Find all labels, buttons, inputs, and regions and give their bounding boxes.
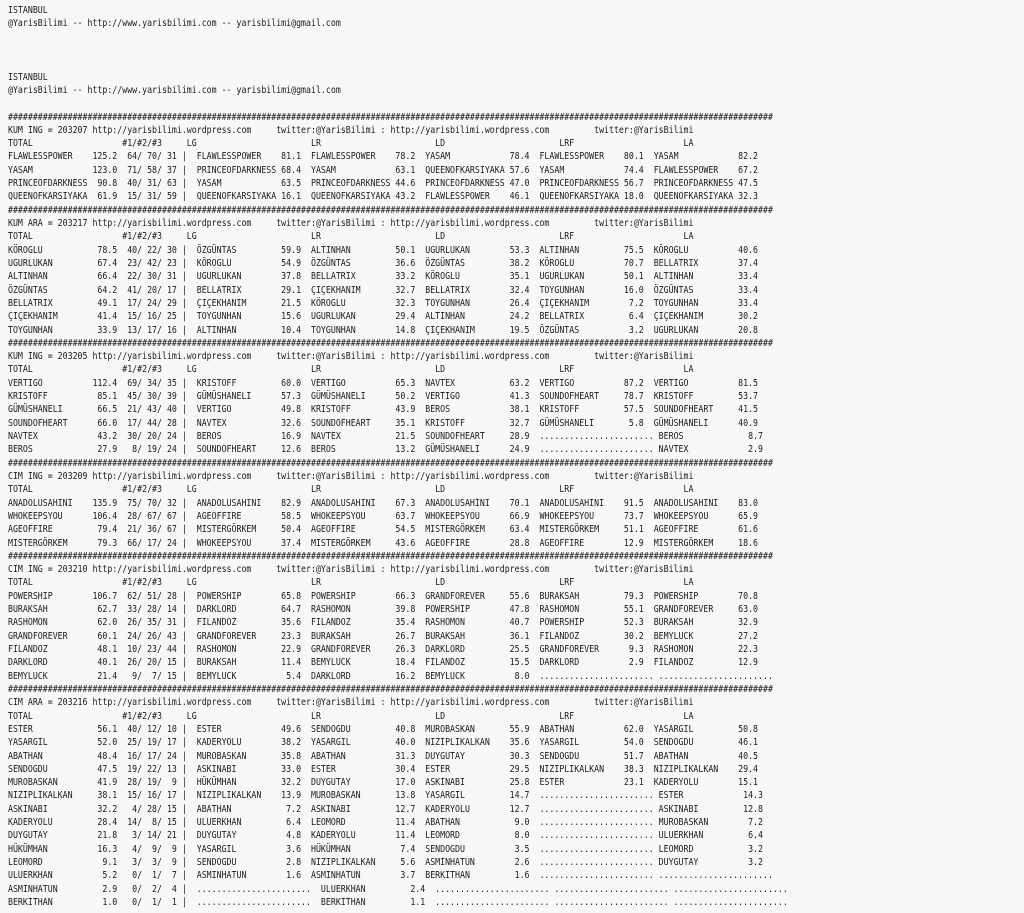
report-line: KUM ARA = 203217 http://yarisbilimi.wordpress.com twitter:@YarisBilimi : http://yarisbilimi.wordpress.com twitter:@YarisBilimi: [8, 218, 694, 229]
report-line: TOTAL #1/#2/#3 LG LR LD LRF LA: [8, 484, 694, 496]
report-line: SENDOGDU 47.5 19/ 22/ 13 | ASKINABI 33.0 ESTER 30.4 ESTER 29.5 NIZIPLIKALKAN 38.3 NIZIPLIKALKAN 29.4: [8, 763, 759, 775]
report-line: [8, 31, 788, 44]
report-line: ÖZGÜNTAS 64.2 41/ 20/ 17 | BELLATRIX 29.1 ÇIÇEKHANIM 32.7 BELLATRIX 32.4 TOYGUNHAN 16.0 ÖZGÜNTAS 33.4: [8, 284, 759, 296]
report-line: HÜKÜMHAN 16.3 4/ 9/ 9 | YASARGIL 3.6 HÜKÜMHAN 7.4 SENDOGDU 3.5 ....................... LEOMORD 3.2: [8, 843, 763, 855]
report-line: TOTAL #1/#2/#3 LG LR LD LRF LA: [8, 138, 694, 150]
report-line: CIM ARA = 203216 http://yarisbilimi.wordpress.com twitter:@YarisBilimi : http://yarisbilimi.wordpress.com twitter:@YarisBilimi: [8, 697, 694, 709]
report-line: MISTERGÖRKEM 79.3 66/ 17/ 24 | WHOKEEPSYOU 37.4 MISTERGÖRKEM 43.6 AGEOFFIRE 28.8 AGEOFFIRE 12.9 MISTERGÖRKEM 18.6: [8, 537, 759, 549]
report-line: ASMINHATUN 2.9 0/ 2/ 4 | ....................... ULUERKHAN 2.4 ....................... ....................... .......................: [8, 883, 788, 895]
report-line: ISTANBUL: [8, 71, 48, 83]
report-line: ÇIÇEKHANIM 41.4 15/ 16/ 25 | TOYGUNHAN 15.6 UGURLUKAN 29.4 ALTINHAN 24.2 BELLATRIX 6.4 ÇIÇEKHANIM 30.2: [8, 311, 759, 323]
report-line: TOYGUNHAN 33.9 13/ 17/ 16 | ALTINHAN 10.4 TOYGUNHAN 14.8 ÇIÇEKHANIM 19.5 ÖZGÜNTAS 3.2 UGURLUKAN 20.8: [8, 324, 759, 336]
report-line: TOTAL #1/#2/#3 LG LR LD LRF LA: [8, 231, 694, 243]
report-line: ALTINHAN 66.4 22/ 30/ 31 | UGURLUKAN 37.8 BELLATRIX 33.2 KÖROGLU 35.1 UGURLUKAN 50.1 ALTINHAN 33.4: [8, 271, 759, 283]
report-line: QUEENOFKARSIYAKA 61.9 15/ 31/ 59 | QUEENOFKARSIYAKA 16.1 QUEENOFKARSIYAKA 43.2 FLAWLESSPOWER 46.1 QUEENOFKARSIYAKA 18.0 QUEENOFKARSIYAKA 32.3: [8, 191, 759, 203]
report-line: KUM ING = 203207 http://yarisbilimi.wordpress.com twitter:@YarisBilimi : http://yarisbilimi.wordpress.com twitter:@YarisBilimi: [8, 124, 694, 136]
report-line: [8, 57, 788, 70]
report-line: GRANDFOREVER 60.1 24/ 26/ 43 | GRANDFOREVER 23.3 BURAKSAH 26.7 BURAKSAH 36.1 FILANDOZ 30.2 BEMYLUCK 27.2: [8, 630, 759, 642]
report-line: NAVTEX 43.2 30/ 20/ 24 | BEROS 16.9 NAVTEX 21.5 SOUNDOFHEART 28.9 ....................... BEROS 8.7: [8, 431, 763, 442]
report-line: KADERYOLU 28.4 14/ 8/ 15 | ULUERKHAN 6.4 LEOMORD 11.4 ABATHAN 9.0 ....................... MUROBASKAN 7.2: [8, 817, 763, 829]
report-line: MUROBASKAN 41.9 28/ 19/ 9 | HÜKÜMHAN 32.2 DUYGUTAY 17.0 ASKINABI 25.8 ESTER 23.1 KADERYOLU 15.1: [8, 777, 759, 789]
race-report-text: [8, 4, 788, 909]
report-line: ##########################################################################################################################################################: [8, 204, 773, 216]
report-line: BURAKSAH 62.7 33/ 28/ 14 | DARKLORD 64.7 RASHOMON 39.8 POWERSHIP 47.8 RASHOMON 55.1 GRANDFOREVER 63.0: [8, 604, 759, 616]
report-line: TOTAL #1/#2/#3 LG LR LD LRF LA: [8, 577, 694, 589]
report-line: WHOKEEPSYOU 106.4 28/ 67/ 67 | AGEOFFIRE 58.5 WHOKEEPSYOU 63.7 WHOKEEPSYOU 66.9 WHOKEEPSYOU 73.7 WHOKEEPSYOU 65.9: [8, 510, 759, 522]
report-line: ##########################################################################################################################################################: [8, 111, 773, 123]
report-line: KRISTOFF 85.1 45/ 30/ 39 | GÜMÜSHANELI 57.3 GÜMÜSHANELI 50.2 VERTIGO 41.3 SOUNDOFHEART 78.7 KRISTOFF 53.7: [8, 391, 759, 403]
report-line: LEOMORD 9.1 3/ 3/ 9 | SENDOGDU 2.8 NIZIPLIKALKAN 5.6 ASMINHATUN 2.6 ....................... DUYGUTAY 3.2: [8, 857, 763, 868]
report-line: [8, 97, 788, 110]
report-line: ULUERKHAN 5.2 0/ 1/ 7 | ASMINHATUN 1.6 ASMINHATUN 3.7 BERKITHAN 1.6 ....................... .......................: [8, 870, 773, 882]
report-line: SOUNDOFHEART 66.0 17/ 44/ 28 | NAVTEX 32.6 SOUNDOFHEART 35.1 KRISTOFF 32.7 GÜMÜSHANELI 5.8 GÜMÜSHANELI 40.9: [8, 417, 759, 429]
report-line: TOTAL #1/#2/#3 LG LR LD LRF LA: [8, 364, 694, 376]
report-line: ##########################################################################################################################################################: [8, 683, 773, 695]
report-line: NIZIPLIKALKAN 38.1 15/ 16/ 17 | NIZIPLIKALKAN 13.9 MUROBASKAN 13.8 YASARGIL 14.7 ....................... ESTER 14.3: [8, 790, 763, 802]
report-line: @YarisBilimi -- http://www.yarisbilimi.com -- yarisbilimi@gmail.com: [8, 84, 341, 96]
report-line: KUM ING = 203205 http://yarisbilimi.wordpress.com twitter:@YarisBilimi : http://yarisbilimi.wordpress.com twitter:@YarisBilimi: [8, 351, 694, 363]
report-line: VERTIGO 112.4 69/ 34/ 35 | KRISTOFF 60.0 VERTIGO 65.3 NAVTEX 63.2 VERTIGO 87.2 VERTIGO 81.5: [8, 377, 759, 389]
report-line: BELLATRIX 49.1 17/ 24/ 29 | ÇIÇEKHANIM 21.5 KÖROGLU 32.3 TOYGUNHAN 26.4 ÇIÇEKHANIM 7.2 TOYGUNHAN 33.4: [8, 297, 759, 309]
report-line: CIM ING = 203209 http://yarisbilimi.wordpress.com twitter:@YarisBilimi : http://yarisbilimi.wordpress.com twitter:@YarisBilimi: [8, 470, 694, 482]
report-line: PRINCEOFDARKNESS 90.8 40/ 31/ 63 | YASAM 63.5 PRINCEOFDARKNESS 44.6 PRINCEOFDARKNESS 47.0 PRINCEOFDARKNESS 56.7 PRINCEOFDARKNESS 47.5: [8, 178, 759, 190]
report-line: BERKITHAN 1.0 0/ 1/ 1 | ....................... BERKITHAN 1.1 ....................... ....................... .......................: [8, 896, 788, 908]
report-line: @YarisBilimi -- http://www.yarisbilimi.com -- yarisbilimi@gmail.com: [8, 18, 341, 30]
report-line: ESTER 56.1 40/ 12/ 10 | ESTER 49.6 SENDOGDU 40.8 MUROBASKAN 55.9 ABATHAN 62.0 YASARGIL 50.8: [8, 723, 759, 735]
report-line: [8, 44, 788, 57]
report-line: ABATHAN 48.4 16/ 17/ 24 | MUROBASKAN 35.8 ABATHAN 31.3 DUYGUTAY 30.3 SENDOGDU 51.7 ABATHAN 40.5: [8, 750, 759, 762]
report-line: CIM ING = 203210 http://yarisbilimi.wordpress.com twitter:@YarisBilimi : http://yarisbilimi.wordpress.com twitter:@YarisBilimi: [8, 564, 694, 576]
report-line: TOTAL #1/#2/#3 LG LR LD LRF LA: [8, 710, 694, 722]
report-line: BEROS 27.9 8/ 19/ 24 | SOUNDOFHEART 12.6 BEROS 13.2 GÜMÜSHANELI 24.9 ....................... NAVTEX 2.9: [8, 444, 763, 456]
report-line: BEMYLUCK 21.4 9/ 7/ 15 | BEMYLUCK 5.4 DARKLORD 16.2 BEMYLUCK 8.0 ....................... .......................: [8, 670, 773, 682]
report-line: KÖROGLU 78.5 40/ 22/ 30 | ÖZGÜNTAS 59.9 ALTINHAN 50.1 UGURLUKAN 53.3 ALTINHAN 75.5 KÖROGLU 40.6: [8, 244, 759, 256]
report-line: ISTANBUL: [8, 5, 48, 16]
report-line: ##########################################################################################################################################################: [8, 550, 773, 562]
report-line: DUYGUTAY 21.8 3/ 14/ 21 | DUYGUTAY 4.8 KADERYOLU 11.4 LEOMORD 8.0 ....................... ULUERKHAN 6.4: [8, 830, 763, 842]
report-line: DARKLORD 40.1 26/ 20/ 15 | BURAKSAH 11.4 BEMYLUCK 18.4 FILANDOZ 15.5 DARKLORD 2.9 FILANDOZ 12.9: [8, 657, 759, 669]
report-line: AGEOFFIRE 79.4 21/ 36/ 67 | MISTERGÖRKEM 50.4 AGEOFFIRE 54.5 MISTERGÖRKEM 63.4 MISTERGÖRKEM 51.1 AGEOFFIRE 61.6: [8, 524, 759, 536]
report-line: UGURLUKAN 67.4 23/ 42/ 23 | KÖROGLU 54.9 ÖZGÜNTAS 36.6 ÖZGÜNTAS 38.2 KÖROGLU 70.7 BELLATRIX 37.4: [8, 257, 759, 269]
report-line: POWERSHIP 106.7 62/ 51/ 28 | POWERSHIP 65.8 POWERSHIP 66.3 GRANDFOREVER 55.6 BURAKSAH 79.3 POWERSHIP 70.8: [8, 590, 759, 602]
report-line: YASAM 123.0 71/ 58/ 37 | PRINCEOFDARKNESS 68.4 YASAM 63.1 QUEENOFKARSIYAKA 57.6 YASAM 74.4 FLAWLESSPOWER 67.2: [8, 164, 759, 176]
report-line: FILANDOZ 48.1 10/ 23/ 44 | RASHOMON 22.9 GRANDFOREVER 26.3 DARKLORD 25.5 GRANDFOREVER 9.3 RASHOMON 22.3: [8, 644, 759, 655]
report-line: ANADOLUSAHINI 135.9 75/ 70/ 32 | ANADOLUSAHINI 82.9 ANADOLUSAHINI 67.3 ANADOLUSAHINI 70.1 ANADOLUSAHINI 91.5 ANADOLUSAHINI 83.0: [8, 497, 759, 509]
report-line: GÜMÜSHANELI 66.5 21/ 43/ 40 | VERTIGO 49.8 KRISTOFF 43.9 BEROS 38.1 KRISTOFF 57.5 SOUNDOFHEART 41.5: [8, 404, 759, 416]
report-line: ##########################################################################################################################################################: [8, 457, 773, 469]
report-line: YASARGIL 52.0 25/ 19/ 17 | KADERYOLU 38.2 YASARGIL 40.0 NIZIPLIKALKAN 35.6 YASARGIL 54.0 SENDOGDU 46.1: [8, 737, 759, 749]
report-line: RASHOMON 62.0 26/ 35/ 31 | FILANDOZ 35.6 FILANDOZ 35.4 RASHOMON 40.7 POWERSHIP 52.3 BURAKSAH 32.9: [8, 617, 759, 629]
report-line: FLAWLESSPOWER 125.2 64/ 70/ 31 | FLAWLESSPOWER 81.1 FLAWLESSPOWER 78.2 YASAM 78.4 FLAWLESSPOWER 80.1 YASAM 82.2: [8, 151, 759, 163]
report-line: ASKINABI 32.2 4/ 28/ 15 | ABATHAN 7.2 ASKINABI 12.7 KADERYOLU 12.7 ....................... ASKINABI 12.8: [8, 803, 763, 815]
report-line: ##########################################################################################################################################################: [8, 337, 773, 349]
